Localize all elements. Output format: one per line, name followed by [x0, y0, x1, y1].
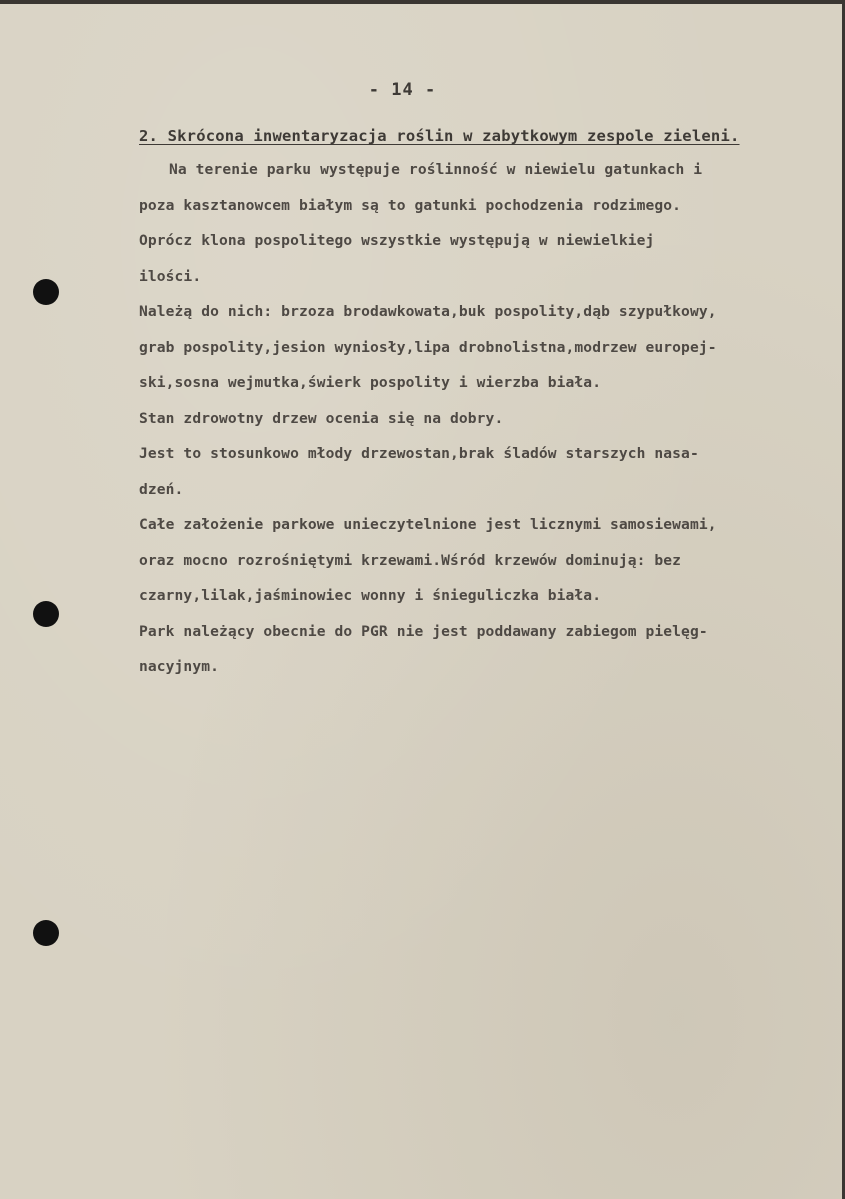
text-line: Park należący obecnie do PGR nie jest poddawany zabiegom pielęg- [139, 622, 708, 640]
text-line: Na terenie parku występuje roślinność w niewielu gatunkach i [169, 161, 703, 178]
text-line: ski,sosna wejmutka,świerk pospolity i wierzba biała. [139, 374, 602, 391]
text-line: nacyjnym. [139, 658, 219, 675]
text-line: Całe założenie parkowe unieczytelnione jest licznymi samosiewami, [139, 516, 717, 533]
text-line: Jest to stosunkowo młody drzewostan,brak śladów starszych nasa- [139, 445, 699, 462]
text-line: oraz mocno rozrośniętymi krzewami.Wśród krzewów dominują: bez [139, 551, 682, 569]
text-line: dzeń. [139, 480, 184, 498]
punch-hole-bottom [33, 920, 59, 946]
section-title: 2. Skrócona inwentaryzacja roślin w zabytkowym zespole zieleni. [139, 127, 740, 145]
text-line: czarny,lilak,jaśminowiec wonny i śnieguliczka biała. [139, 587, 602, 604]
punch-hole-top [33, 279, 59, 305]
text-line: poza kasztanowcem białym są to gatunki pochodzenia rodzimego. [139, 196, 682, 214]
text-line: Oprócz klona pospolitego wszystkie występują w niewielkiej [139, 232, 655, 249]
body-text [139, 152, 829, 685]
text-line: Stan zdrowotny drzew ocenia się na dobry. [139, 409, 504, 427]
text-line: grab pospolity,jesion wyniosły,lipa drobnolistna,modrzew europej- [139, 338, 717, 356]
text-line: Należą do nich: brzoza brodawkowata,buk pospolity,dąb szypułkowy, [139, 303, 717, 320]
scan-edge-top [0, 0, 845, 4]
text-line: ilości. [139, 267, 202, 285]
punch-hole-middle [33, 601, 59, 627]
page-number: - 14 - [368, 80, 437, 100]
